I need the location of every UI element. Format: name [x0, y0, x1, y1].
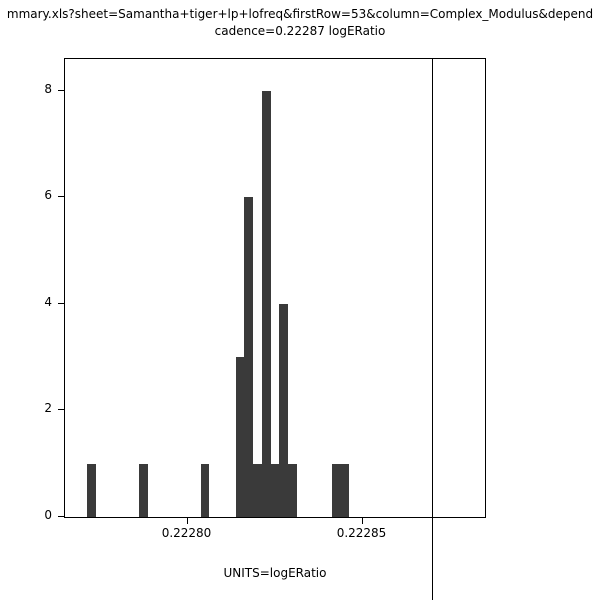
- x-axis: [64, 518, 486, 548]
- histogram-bar: [236, 357, 245, 517]
- histogram-bar: [279, 304, 288, 517]
- x-tick-mark: [187, 518, 188, 524]
- y-tick-label: 2: [44, 401, 52, 416]
- histogram-bar: [139, 464, 148, 517]
- histogram-bar: [201, 464, 210, 517]
- histogram-bar: [288, 464, 297, 517]
- y-axis: [0, 58, 64, 522]
- histogram-bar: [262, 91, 271, 517]
- y-tick-label: 0: [44, 508, 52, 522]
- y-tick-label: 4: [44, 294, 52, 309]
- chart-subtitle: cadence=0.22287 logERatio: [214, 24, 386, 38]
- y-tick-label: 8: [44, 81, 52, 96]
- x-tick-label: 0.22280: [161, 526, 212, 540]
- x-axis-label: UNITS=logERatio: [223, 566, 327, 580]
- chart-title: mmary.xls?sheet=Samantha+tiger+lp+lofreq&firstRow=53&column=Complex_Modulus&depend: [6, 7, 594, 21]
- histogram-bar: [341, 464, 350, 517]
- histogram-bar: [332, 464, 341, 517]
- histogram-bar: [271, 464, 280, 517]
- chart-title-block: [0, 6, 600, 40]
- plot-area: [65, 59, 485, 517]
- histogram-bar: [244, 197, 253, 517]
- plot-frame: [64, 58, 486, 518]
- x-tick-mark: [362, 518, 363, 524]
- histogram-bar: [87, 464, 96, 517]
- y-tick-label: 6: [44, 188, 52, 203]
- histogram-bar: [253, 464, 262, 517]
- x-tick-label: 0.22285: [336, 526, 387, 540]
